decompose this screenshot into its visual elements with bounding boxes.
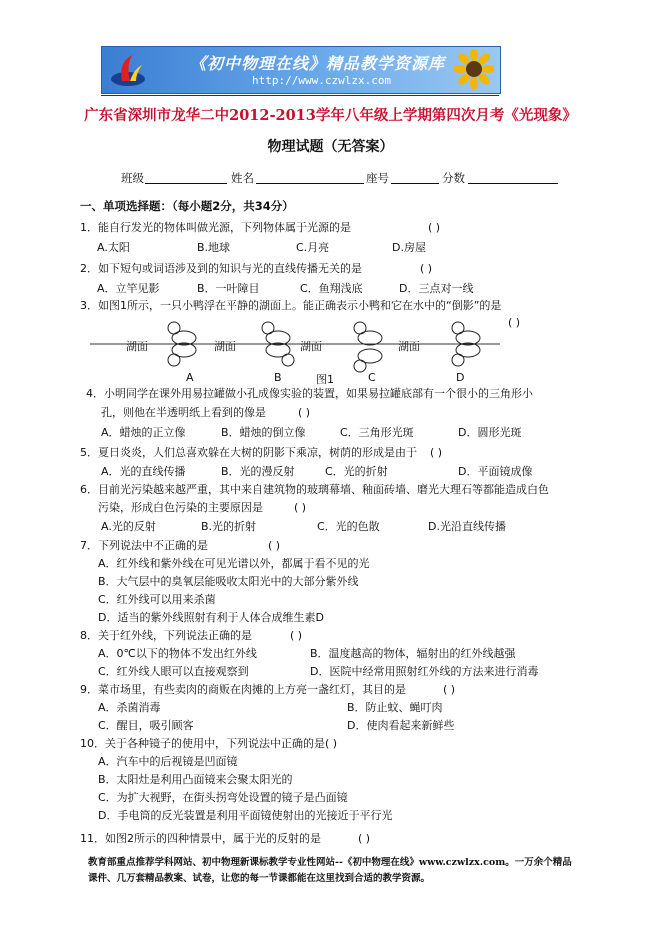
q9-option-b[interactable]: B．防止蚊、蝇叮肉 [347,701,443,714]
header-rule [101,95,499,96]
q4-option-d[interactable]: D．圆形光斑 [458,426,522,439]
q8-option-b[interactable]: B．温度越高的物体，辐射出的红外线越强 [310,647,516,660]
q3-answer-blank[interactable]: ( ) [508,316,521,329]
q11-answer-blank[interactable]: ( ) [358,832,371,845]
q8-option-d[interactable]: D．医院中经常用照射红外线的方法来进行消毒 [310,665,539,678]
class-field[interactable] [145,183,227,184]
q5-option-c[interactable]: C．光的折射 [325,465,388,478]
q9-option-d[interactable]: D．使肉看起来新鲜些 [347,719,455,732]
q5-option-d[interactable]: D．平面镜成像 [458,465,533,478]
q3-option-c[interactable]: C [368,371,376,384]
seat-label: 座号 [366,171,389,185]
q7-stem: 7．下列说法中不正确的是 [80,539,208,552]
q1-option-a[interactable]: A.太阳 [97,241,130,254]
page-footer: 教育部重点推荐学科网站、初中物理新课标教学专业性网站--《初中物理在线》www.czwlzx.com。一万余个精品课件、几万套精品教案、试卷，让您的每一节课都能在这里找到合适的教学资源。 [88,857,572,884]
q10-stem: 10．关于各种镜子的使用中，下列说法中正确的是 [80,737,325,750]
q8-answer-blank[interactable]: ( ) [290,629,303,642]
seat-field[interactable] [391,183,439,184]
q4-answer-blank[interactable]: ( ) [298,406,311,419]
q4-stem-line1: 4．小明同学在课外用易拉罐做小孔成像实验的装置，如果易拉罐底部有一个很小的三角形小 [86,387,533,400]
class-label: 班级 [121,171,144,185]
q9-option-a[interactable]: A．杀菌消毒 [98,701,161,714]
lake-label-a: 湖面 [126,340,148,353]
q4-option-a[interactable]: A．蜡烛的正立像 [101,426,186,439]
q2-answer-blank[interactable]: ( ) [420,262,433,275]
q10-answer-blank[interactable]: ( ) [325,737,338,750]
q10-option-d[interactable]: D．手电筒的反光装置是利用平面镜使射出的光接近于平行光 [98,809,393,822]
page-title: 广东省深圳市龙华二中2012-2013学年八年级上学期第四次月考《光现象》 [84,107,577,124]
q11-stem: 11．如图2所示的四种情景中，属于光的反射的是 [80,832,321,845]
lake-label-b: 湖面 [214,340,236,353]
duck-c [354,322,382,372]
q10-option-a[interactable]: A．汽车中的后视镜是凹面镜 [98,755,238,768]
q1-option-b[interactable]: B.地球 [197,241,231,254]
q1-option-d[interactable]: D.房屋 [392,241,426,254]
q3-option-d[interactable]: D [456,371,465,384]
q7-option-b[interactable]: B．大气层中的臭氧层能吸收太阳光中的大部分紫外线 [98,575,359,588]
q2-option-b[interactable]: B．一叶障目 [197,282,260,295]
q5-stem: 5．夏日炎炎，人们总喜欢躲在大树的阴影下乘凉，树荫的形成是由于 [80,446,417,459]
q3-option-a[interactable]: A [186,371,194,384]
q9-answer-blank[interactable]: ( ) [443,683,456,696]
q7-option-a[interactable]: A．红外线和紫外线在可见光谱以外，都属于看不见的光 [98,557,370,570]
q4-option-b[interactable]: B．蜡烛的倒立像 [221,426,306,439]
banner-url[interactable]: http://www.czwlzx.com [252,74,392,87]
q1-stem: 1．能自行发光的物体叫做光源，下列物体属于光源的是 [80,221,351,234]
page-subtitle: 物理试题（无答案） [267,139,394,155]
score-field[interactable] [468,183,558,184]
q6-stem-line2: 污染，形成白色污染的主要原因是 [98,501,263,514]
q6-answer-blank[interactable]: ( ) [294,501,307,514]
q2-option-a[interactable]: A．立竿见影 [97,282,160,295]
q2-option-d[interactable]: D．三点对一线 [399,282,474,295]
sunflower-icon [454,49,494,91]
site-logo-icon [108,51,148,89]
q9-option-c[interactable]: C．醒目，吸引顾客 [98,719,194,732]
q8-stem: 8．关于红外线，下列说法正确的是 [80,629,252,642]
q4-stem-line2: 孔，则他在半透明纸上看到的像是 [101,406,266,419]
q2-option-c[interactable]: C．鱼翔浅底 [300,282,363,295]
q6-stem-line1: 6．目前光污染越来越严重，其中来自建筑物的玻璃幕墙、釉面砖墙、磨光大理石等都能造成白色 [80,483,549,496]
q5-answer-blank[interactable]: ( ) [430,446,443,459]
q7-option-c[interactable]: C．红外线可以用来杀菌 [98,593,216,606]
q7-option-d[interactable]: D．适当的紫外线照射有利于人体合成维生素D [98,611,324,624]
score-label: 分数 [442,171,465,185]
q1-answer-blank[interactable]: ( ) [428,221,441,234]
lake-label-d: 湖面 [398,340,420,353]
q1-option-c[interactable]: C.月亮 [296,241,330,254]
q8-option-a[interactable]: A．0℃以下的物体不发出红外线 [98,647,257,660]
q4-option-c[interactable]: C．三角形光斑 [340,426,414,439]
site-banner [101,46,501,94]
q6-option-c[interactable]: C．光的色散 [317,520,380,533]
q8-option-c[interactable]: C．红外线人眼可以直接观察到 [98,665,249,678]
q6-option-b[interactable]: B.光的折射 [201,520,257,533]
q2-stem: 2．如下短句或词语涉及到的知识与光的直线传播无关的是 [80,262,362,275]
q10-option-b[interactable]: B．太阳灶是利用凸面镜来会聚太阳光的 [98,773,293,786]
q5-option-a[interactable]: A．光的直线传播 [101,465,186,478]
q3-stem: 3．如图1所示，一只小鸭浮在平静的湖面上。能正确表示小鸭和它在水中的“倒影”的是 [80,299,502,312]
banner-title: 《初中物理在线》精品教学资源库 [190,54,446,73]
name-label: 姓名 [231,171,254,185]
section-heading: 一、单项选择题：（每小题2分，共34分） [80,199,294,213]
q5-option-b[interactable]: B．光的漫反射 [221,465,295,478]
q10-option-c[interactable]: C．为扩大视野，在街头拐弯处设置的镜子是凸面镜 [98,791,348,804]
q7-answer-blank[interactable]: ( ) [268,539,281,552]
name-field[interactable] [256,183,364,184]
figure-1-caption: 图1 [316,373,334,386]
q6-option-d[interactable]: D.光沿直线传播 [428,520,506,533]
q9-stem: 9．菜市场里，有些卖肉的商贩在肉摊的上方亮一盏红灯，其目的是 [80,683,406,696]
q6-option-a[interactable]: A.光的反射 [101,520,156,533]
lake-label-c: 湖面 [300,340,322,353]
q3-option-b[interactable]: B [274,371,282,384]
